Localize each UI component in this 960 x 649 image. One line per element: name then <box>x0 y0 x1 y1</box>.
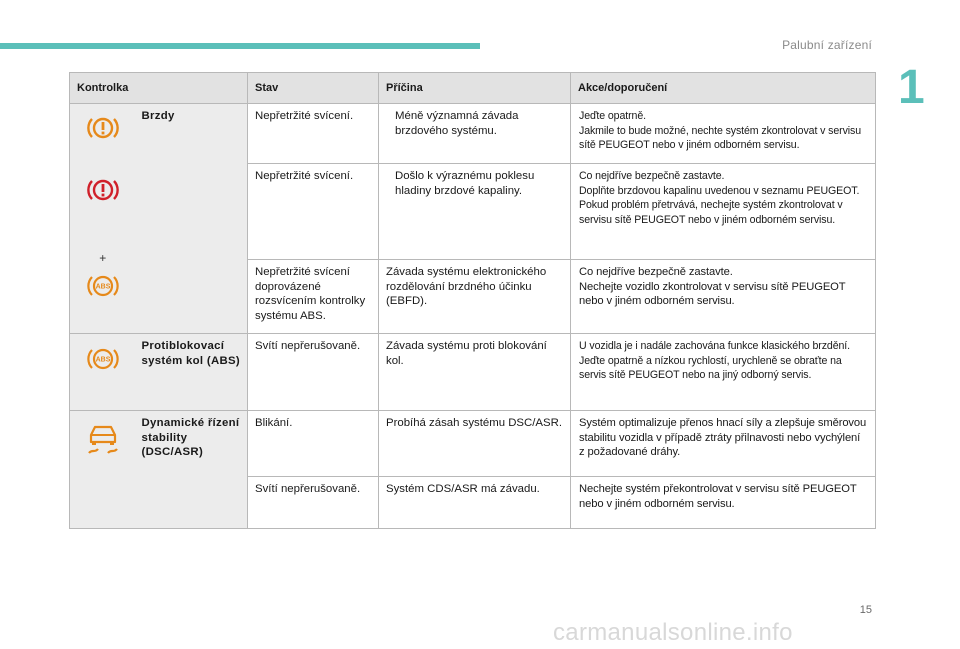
watermark: carmanualsonline.info <box>553 619 793 646</box>
akce-line: Systém optimalizuje přenos hnací síly a zlepšuje směrovou stabilitu vozidla v případě ztráty přilnavosti nebo vychýlení z požadované dráhy. <box>579 417 867 459</box>
brzdy-icon-cell <box>70 104 136 334</box>
akce-line: Jeďte opatrně a nízkou rychlostí, urychleně se obraťte na servis sítě PEUGEOT nebo na jiný odborný servis. <box>579 354 842 382</box>
akce-line: Jeďte opatrně. <box>579 110 646 122</box>
header-accent-bar <box>0 43 480 49</box>
dsc-icon-cell <box>70 411 136 529</box>
table-row <box>70 411 876 477</box>
akce-line: U vozidla je i nadále zachována funkce klasického brzdění. <box>579 340 850 352</box>
akce-line: Co nejdříve bezpečně zastavte. <box>579 170 725 182</box>
stav-cell: Svítí nepřerušovaně. <box>248 334 379 411</box>
brake-warning-red-icon <box>86 176 120 204</box>
akce-cell <box>571 104 876 164</box>
akce-cell <box>571 260 876 334</box>
akce-cell <box>571 411 876 477</box>
stav-cell: Nepřetržité svícení. <box>248 164 379 260</box>
abs-orange-icon <box>86 272 120 300</box>
section-title: Palubní zařízení <box>782 38 872 52</box>
akce-cell <box>571 477 876 529</box>
system-name-abs: Protiblokovací systém kol (ABS) <box>136 334 248 411</box>
stav-cell: Blikání. <box>248 411 379 477</box>
dsc-skid-car-orange-icon <box>86 423 120 455</box>
abs-orange-icon <box>86 345 120 373</box>
col-header-kontrolka: Kontrolka <box>70 73 248 104</box>
akce-line: Nechejte vozidlo zkontrolovat v servisu sítě PEUGEOT nebo v jiném odborném servisu. <box>579 280 846 308</box>
col-header-akce: Akce/doporučení <box>571 73 876 104</box>
page-number: 15 <box>859 604 872 616</box>
svg-text:ABS: ABS <box>95 356 111 364</box>
table-row <box>70 104 876 164</box>
akce-line: Doplňte brzdovou kapalinu uvedenou v seznamu PEUGEOT. <box>579 184 860 197</box>
pricina-cell: Závada systému elektronického rozdělování brzdného účinku (EBFD). <box>379 260 571 334</box>
stav-cell: Nepřetržité svícení doprovázené rozsvícením kontrolky systému ABS. <box>248 260 379 334</box>
system-name-brzdy: Brzdy <box>136 104 248 334</box>
system-name-dsc: Dynamické řízení stability (DSC/ASR) <box>136 411 248 529</box>
stav-cell: Svítí nepřerušovaně. <box>248 477 379 529</box>
akce-cell <box>571 334 876 411</box>
pricina-cell: Závada systému proti blokování kol. <box>379 334 571 411</box>
stav-cell: Nepřetržité svícení. <box>248 104 379 164</box>
pricina-cell: Méně významná závada brzdového systému. <box>379 104 571 164</box>
chapter-number: 1 <box>898 61 925 114</box>
table-header-row <box>70 73 876 104</box>
brake-warning-orange-icon <box>86 114 120 142</box>
pricina-cell: Došlo k výraznému poklesu hladiny brzdové kapaliny. <box>379 164 571 260</box>
plus-sign: + <box>99 251 107 265</box>
abs-icon-cell <box>70 334 136 411</box>
akce-line: Pokud problém přetrvává, nechejte systém zkontrolovat v servisu sítě PEUGEOT nebo v jiném odborném servisu. <box>579 199 843 226</box>
akce-line: Co nejdříve bezpečně zastavte. <box>579 266 733 278</box>
akce-line: Jakmile to bude možné, nechte systém zkontrolovat v servisu sítě PEUGEOT nebo v jiném odborném servisu. <box>579 124 862 152</box>
akce-line: Nechejte systém překontrolovat v servisu sítě PEUGEOT nebo v jiném odborném servisu. <box>579 483 857 510</box>
akce-cell <box>571 164 876 260</box>
table-row <box>70 334 876 411</box>
svg-text:ABS: ABS <box>95 283 111 291</box>
pricina-cell: Systém CDS/ASR má závadu. <box>379 477 571 529</box>
warning-lights-table <box>69 72 876 529</box>
pricina-cell: Probíhá zásah systému DSC/ASR. <box>379 411 571 477</box>
col-header-stav: Stav <box>248 73 379 104</box>
col-header-pricina: Příčina <box>379 73 571 104</box>
